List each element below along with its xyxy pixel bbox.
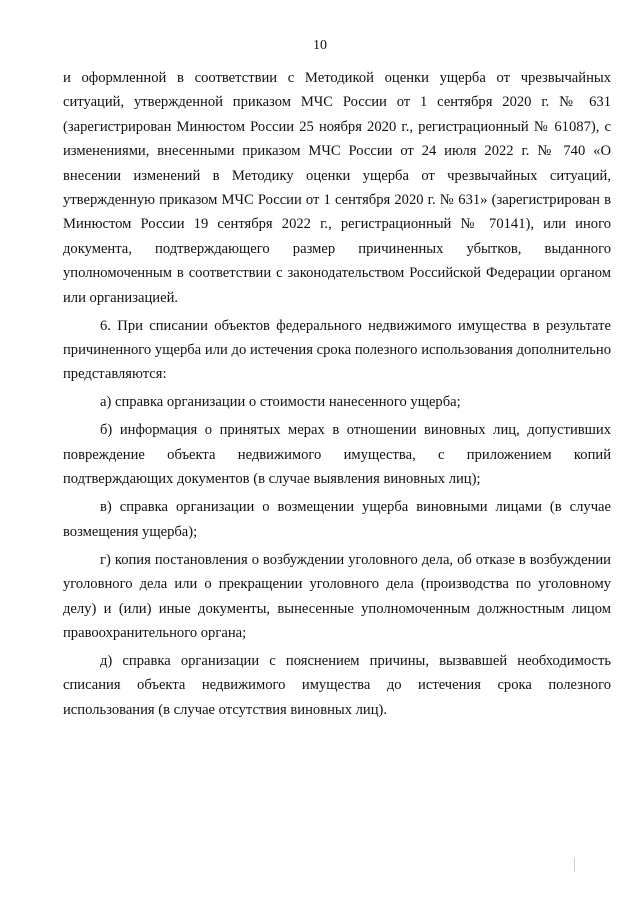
- paragraph-item-a: а) справка организации о стоимости нанесенного ущерба;: [100, 394, 461, 411]
- paragraph-item-b: б) информация о принятых мерах в отношении виновных лиц, допустивших повреждение объекта недвижимого имущества, с приложением копий подтверждающих документов (в случае выявления виновных лиц);: [63, 422, 611, 488]
- paragraph-item-d: д) справка организации с пояснением причины, вызвавшей необходимость списания объекта недвижимого имущества до истечения срока полезного использования (в случае отсутствия виновных лиц).: [63, 652, 611, 718]
- scan-artifact-mark: [574, 858, 575, 872]
- paragraph-item-g: г) копия постановления о возбуждении уголовного дела, об отказе в возбуждении уголовного дела или о прекращении уголовного дела (производства по уголовному делу) и (или) иные документы, вынесенные уполномоченным должностным лицом правоохранительного органа;: [63, 551, 611, 641]
- paragraph-item-6: 6. При списании объектов федерального недвижимого имущества в результате причиненного ущерба или до истечения срока полезного использования дополнительно представляются:: [63, 317, 611, 383]
- paragraph-continuation: и оформленной в соответствии с Методикой оценки ущерба от чрезвычайных ситуаций, утвержденной приказом МЧС России от 1 сентября 2020 г. № 631 (зарегистрирован Минюстом России 25 ноября 2020 г., регистрационный № 61087), с изменениями, внесенными приказом МЧС России от 24 июля 2022 г. № 740 «О внесении изменений в Методику оценки ущерба от чрезвычайных ситуаций, утвержденную приказом МЧС России от 1 сентября 2020 г. № 631» (зарегистрирован в Минюстом России 19 сентября 2022 г., регистрационный № 70141), или иного документа, подтверждающего размер причиненных убытков, выданного уполномоченным в соответствии с законодательством Российской Федерации органом или организацией.: [63, 70, 611, 306]
- page-number: 10: [313, 38, 327, 53]
- document-body: [63, 66, 611, 726]
- paragraph-item-v: в) справка организации о возмещении ущерба виновными лицами (в случае возмещения ущерба);: [63, 499, 611, 540]
